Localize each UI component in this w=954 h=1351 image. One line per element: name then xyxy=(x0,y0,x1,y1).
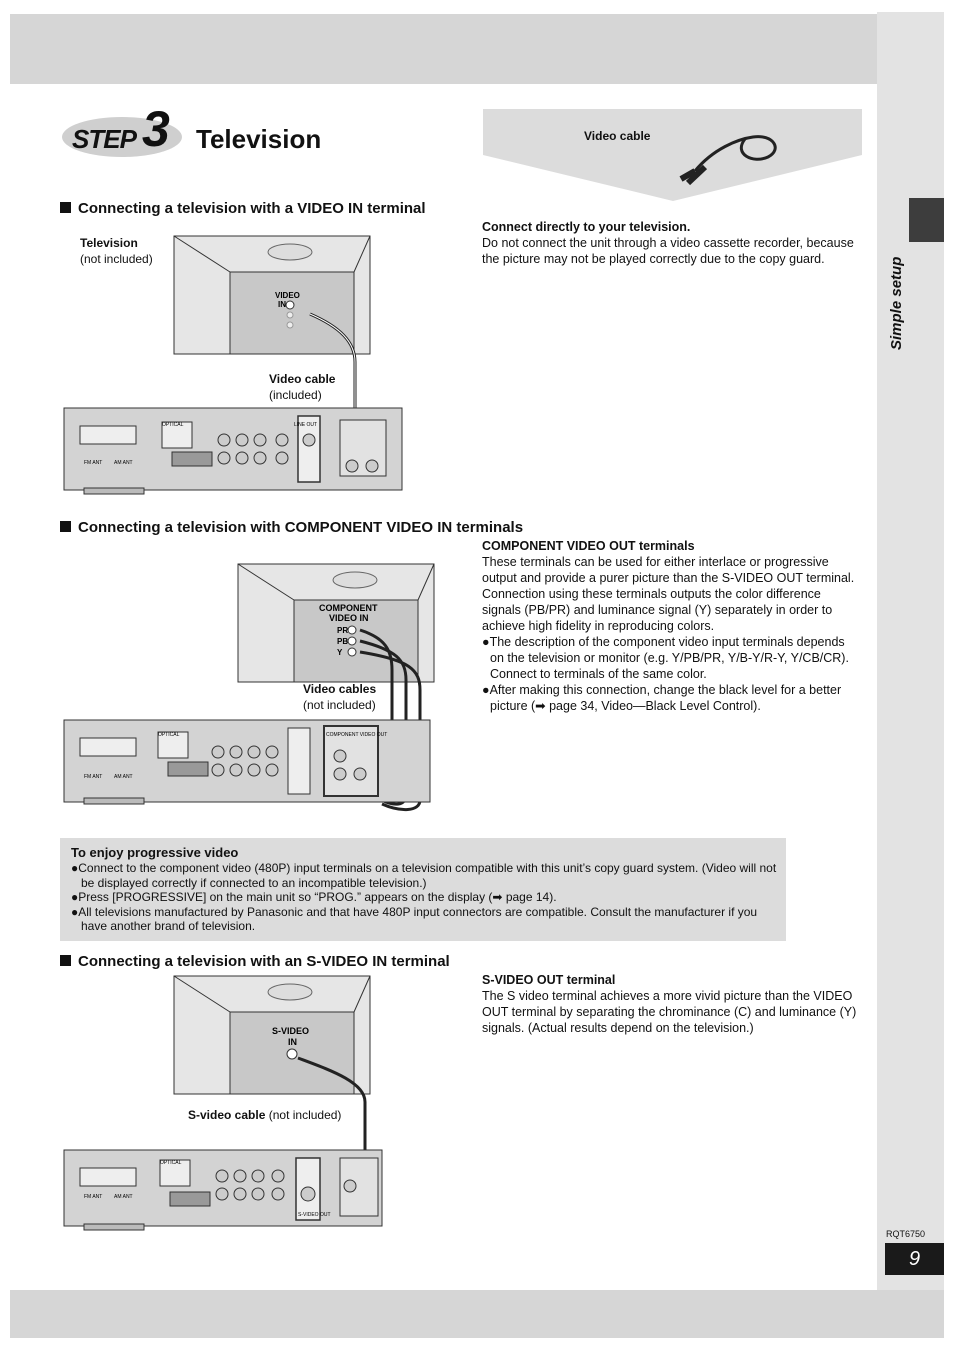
section1-note-title: Connect directly to your television. xyxy=(482,220,691,234)
television-illustration xyxy=(174,236,370,354)
am-ant-label: AM ANT xyxy=(114,460,133,466)
pin-pb-label: PB xyxy=(337,637,349,646)
tv-terminal-label: COMPONENT xyxy=(319,603,378,613)
section2-cable-label: Video cables (not included) xyxy=(303,682,377,712)
sidebar-section-label: Simple setup xyxy=(888,256,905,350)
pin-pr-label: PR xyxy=(337,626,349,635)
pin-y-label: Y xyxy=(337,648,343,657)
list-item: ●Connect to the component video (480P) input terminals on a television compatible with this unit’s copy guard system. (Video will not be displayed correctly if connected to an incompatible television.) xyxy=(71,861,777,890)
tv-terminal-label: VIDEO xyxy=(275,291,300,300)
optical-label: OPTICAL xyxy=(160,1160,182,1166)
list-item: ●All televisions manufactured by Panasonic and that have 480P input connectors are compatible. Consult the manufacturer if you have another brand of television. xyxy=(71,904,758,933)
section1-note-body: Do not connect the unit through a video cassette recorder, because the picture may not be played correctly due to the copy guard. xyxy=(482,236,854,266)
step-number: 3 xyxy=(142,101,170,157)
section3-heading: Connecting a television with an S-VIDEO IN terminal xyxy=(60,953,450,970)
section3-note-title: S-VIDEO OUT terminal xyxy=(482,973,616,987)
section2-note-body: These terminals can be used for either interlace or progressive output and provide a purer picture than the S-VIDEO OUT terminal. Connection using these terminals outputs the color difference signals (PB/PR) and luminance signal (Y) separately in order to achieve high fidelity in reproducing colors. xyxy=(482,555,855,633)
section2-heading: Connecting a television with COMPONENT VIDEO IN terminals xyxy=(60,519,523,536)
optical-label: OPTICAL xyxy=(162,422,184,428)
tv-terminal-label: S-VIDEO xyxy=(272,1026,310,1036)
section-tab-marker xyxy=(909,198,944,242)
tv-terminal-label-2: IN xyxy=(278,300,286,309)
fm-ant-label: FM ANT xyxy=(84,1194,103,1200)
section1-heading: Connecting a television with a VIDEO IN terminal xyxy=(60,200,426,217)
optical-label: OPTICAL xyxy=(158,732,180,738)
progressive-list xyxy=(71,861,777,934)
square-bullet-icon xyxy=(60,955,71,966)
main-unit-back-panel xyxy=(64,1150,382,1230)
tv-terminal-label-2: IN xyxy=(288,1037,297,1047)
section3-note xyxy=(482,972,862,1036)
top-band xyxy=(10,14,944,84)
list-item: ●Press [PROGRESSIVE] on the main unit so “PROG.” appears on the display (➡ page 14). xyxy=(71,890,557,904)
component-out-label: COMPONENT VIDEO OUT xyxy=(326,732,388,738)
section2-bullet: ●After making this connection, change the black level for a better picture (➡ page 34, Video—Black Level Control). xyxy=(482,683,842,713)
fm-ant-label: FM ANT xyxy=(84,774,103,780)
square-bullet-icon xyxy=(60,521,71,532)
section3-connection-diagram xyxy=(60,972,400,1234)
section1-cable-label: Video cable (included) xyxy=(269,372,336,402)
tv-terminal-label-2: VIDEO IN xyxy=(329,613,369,623)
section2-bullet: ●The description of the component video input terminals depends on the television or monitor (e.g. Y/PB/PR, Y/B-Y/R-Y, Y/CB/CR). Connect to terminals of the same color. xyxy=(482,635,849,681)
am-ant-label: AM ANT xyxy=(114,1194,133,1200)
section1-note xyxy=(482,219,862,267)
main-unit-back-panel xyxy=(64,408,402,494)
line-out-label: LINE OUT xyxy=(294,422,318,428)
banner-cable-label: Video cable xyxy=(584,129,651,143)
video-cable-banner xyxy=(483,109,862,201)
section3-cable-label: S-video cable (not included) xyxy=(188,1108,342,1122)
section1-connection-diagram xyxy=(60,232,410,497)
fm-ant-label: FM ANT xyxy=(84,460,103,466)
section1-tv-label: Television (not included) xyxy=(80,236,153,266)
progressive-title: To enjoy progressive video xyxy=(71,845,239,860)
page-number: 9 xyxy=(885,1243,944,1275)
page-title: Television xyxy=(196,124,322,154)
section2-note xyxy=(482,538,862,714)
step-word: STEP xyxy=(72,124,136,154)
model-code: RQT6750 xyxy=(886,1229,926,1239)
am-ant-label: AM ANT xyxy=(114,774,133,780)
square-bullet-icon xyxy=(60,202,71,213)
section3-note-body: The S video terminal achieves a more vivid picture than the VIDEO OUT terminal by separating the chrominance (C) and luminance (Y) signals. (Actual results depend on the television.) xyxy=(482,989,857,1035)
section2-connection-diagram xyxy=(60,560,435,815)
bottom-band xyxy=(10,1290,944,1338)
section2-note-title: COMPONENT VIDEO OUT terminals xyxy=(482,539,695,553)
s-video-out-label: S-VIDEO OUT xyxy=(298,1212,331,1218)
